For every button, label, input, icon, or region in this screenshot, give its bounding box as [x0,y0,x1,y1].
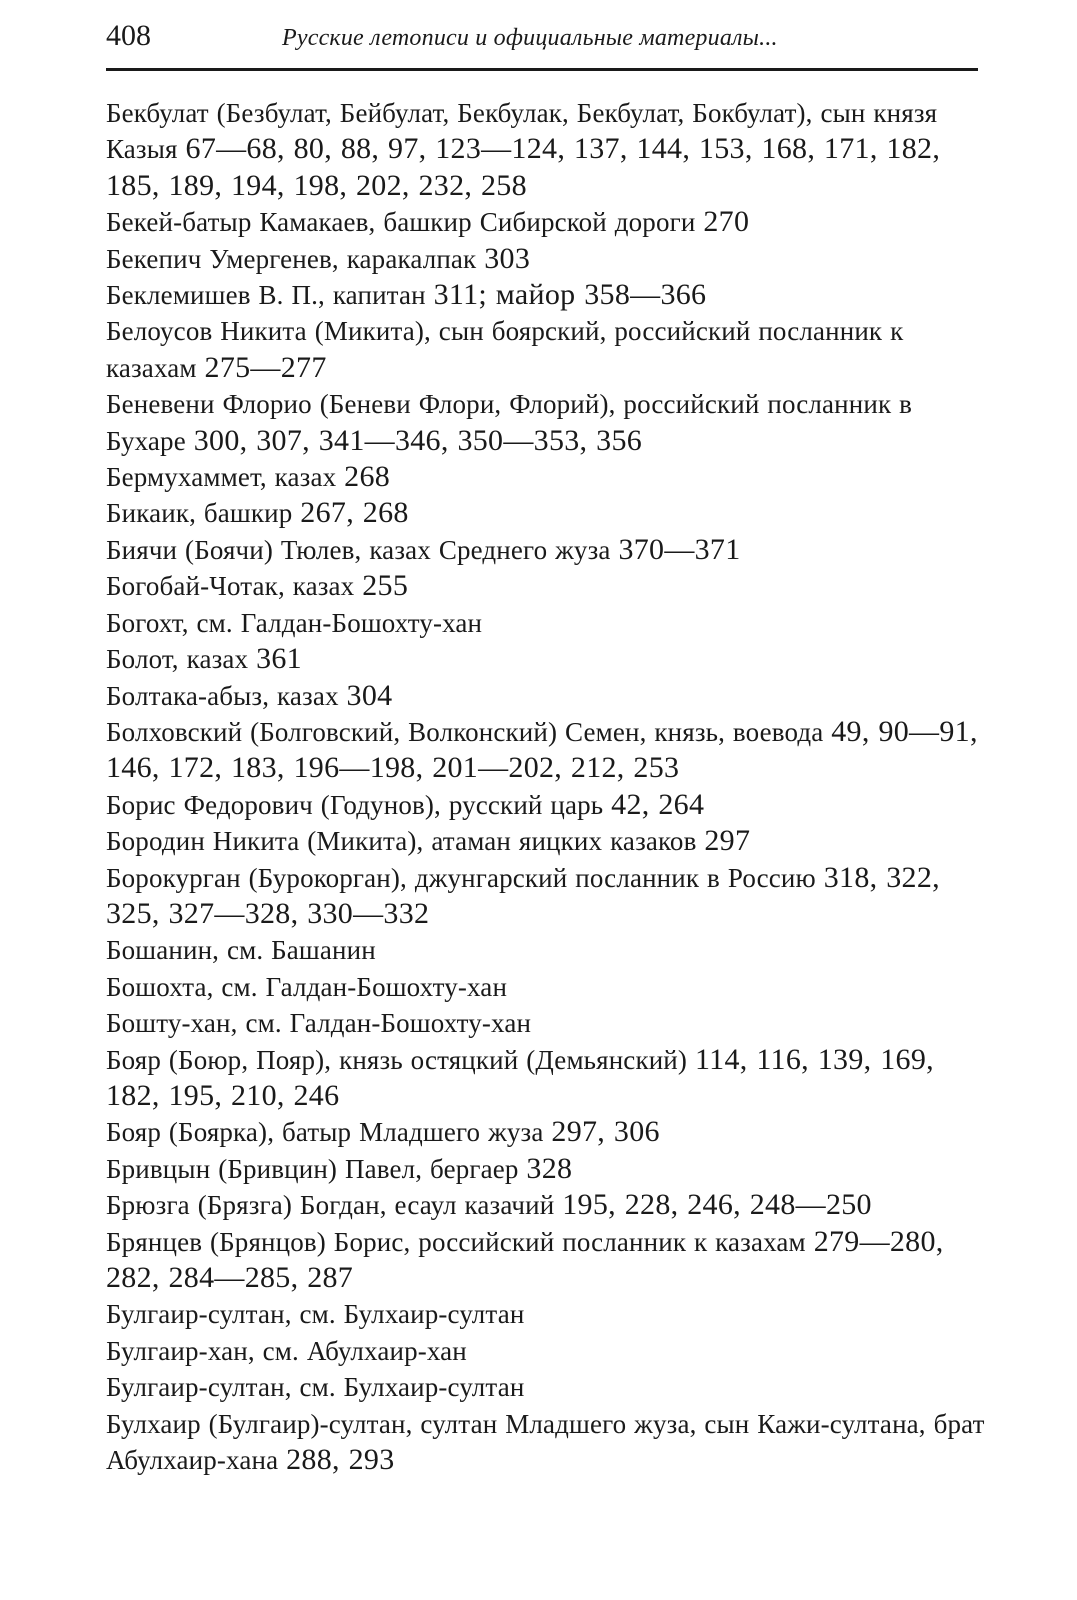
entry-name: Бекей-батыр Камакаев, башкир Сибирской дороги [106,207,704,238]
entry-pages: 270 [703,205,750,239]
entry-name: Бекепич Умергенев, каракалпак [106,243,485,274]
entry-name: Бояр (Боюр, Пояр), князь остяцкий (Демьянский) [106,1044,695,1075]
index-entry [106,532,986,568]
entry-name: Борис Федорович (Годунов), русский царь [106,789,612,820]
index-entry [106,386,986,459]
entry-name: Богобай-Чотак, казах [106,571,363,602]
entry-name: Бошохта, см. Галдан-Бошохту-хан [106,971,508,1002]
entry-pages: 275—277 [204,350,327,384]
index-entry [106,932,986,968]
index-entry [106,1151,986,1187]
entry-name: Бошту-хан, см. Галдан-Бошохту-хан [106,1008,532,1039]
index-entry [106,459,986,495]
entry-pages: 370—371 [618,532,741,566]
index-entries [106,95,986,1478]
entry-pages: 297, 306 [551,1115,660,1149]
entry-name: Беневени Флорио (Беневи Флори, Флорий), российский посланник в Бухаре [106,389,913,456]
page-number: 408 [106,19,151,52]
entry-name: Бермухаммет, казах [106,462,345,493]
index-entry [106,241,986,277]
header-rule [106,68,978,71]
entry-name: Булгаир-султан, см. Булхаир-султан [106,1299,525,1330]
index-entry [106,1296,986,1332]
entry-pages: 42, 264 [611,787,705,821]
entry-name: Булхаир (Булгаир)-султан, султан Младшего жуза, сын Кажи-султана, брат Абулхаир-хана [106,1408,985,1476]
index-entry [106,860,986,933]
entry-name: Булгаир-султан, см. Булхаир-султан [106,1372,525,1403]
entry-name: Бикаик, башкир [106,498,301,529]
entry-name: Брюзга (Брязга) Богдан, есаул казачий [106,1190,563,1221]
entry-pages: 255 [362,569,409,603]
index-entry [106,1114,986,1150]
entry-pages: 195, 228, 246, 248—250 [562,1188,872,1222]
entry-name: Борокурган (Бурокорган), джунгарский посланник в Россию [106,862,824,893]
entry-pages: 267, 268 [300,496,409,530]
entry-name: Бекбулат (Безбулат, Бейбулат, Бекбулак, Бекбулат, Бокбулат), сын князя Казыя [106,98,938,165]
entry-name: Белоусов Никита (Микита), сын боярский, российский посланник к казахам [106,316,904,383]
entry-pages: 328 [526,1151,573,1185]
index-entry [106,1333,986,1369]
entry-name: Беклемишев В. П., капитан [106,280,434,311]
entry-pages: 300, 307, 341—346, 350—353, 356 [193,423,643,457]
entry-pages: 318, 322, 325, 327—328, 330—332 [106,860,940,930]
entry-name: Бородин Никита (Микита), атаман яицких казаков [106,826,705,857]
entry-name: Булгаир-хан, см. Абулхаир-хан [106,1335,467,1366]
entry-pages: 49, 90—91, 146, 172, 183, 196—198, 201—202, 212, 253 [106,714,978,785]
entry-pages: 304 [346,678,393,712]
index-entry [106,605,986,641]
index-entry [106,678,986,714]
index-entry [106,313,986,386]
index-entry [106,714,986,787]
entry-pages: 297 [704,824,751,858]
entry-name: Болховский (Болговский, Волконский) Семен, князь, воевода [106,716,832,747]
index-entry [106,95,986,204]
entry-name: Биячи (Боячи) Тюлев, казах Среднего жуза [106,534,619,565]
running-title: Русские летописи и официальные материалы... [282,25,778,51]
entry-pages: 288, 293 [286,1443,395,1477]
index-entry [106,1406,986,1479]
index-entry [106,1005,986,1041]
entry-pages: 268 [344,460,391,494]
entry-pages: 279—280, 282, 284—285, 287 [106,1224,944,1294]
index-entry [106,1187,986,1223]
page-header [106,18,976,58]
index-entry [106,787,986,823]
entry-pages: 67—68, 80, 88, 97, 123—124, 137, 144, 153, 168, 171, 182, 185, 189, 194, 198, 202, 232, 258 [106,132,941,202]
index-entry [106,1042,986,1115]
index-entry [106,495,986,531]
index-entry [106,204,986,240]
index-entry [106,641,986,677]
entry-pages: 311; майор 358—366 [433,278,707,312]
entry-pages: 303 [484,241,531,275]
entry-pages: 114, 116, 139, 169, 182, 195, 210, 246 [106,1042,934,1112]
index-entry [106,1224,986,1297]
index-entry [106,1369,986,1405]
index-entry [106,823,986,859]
entry-name: Болот, казах [106,644,257,675]
entry-name: Брянцев (Брянцов) Борис, российский посланник к казахам [106,1226,814,1257]
entry-pages: 361 [256,642,302,676]
entry-name: Бривцын (Бривцин) Павел, бергаер [106,1153,527,1184]
index-entry [106,568,986,604]
entry-name: Болтака-абыз, казах [106,680,347,711]
entry-name: Богохт, см. Галдан-Бошохту-хан [106,607,483,638]
entry-name: Бояр (Боярка), батыр Младшего жуза [106,1117,552,1148]
index-entry [106,277,986,313]
entry-name: Бошанин, см. Башанин [106,935,376,966]
index-entry [106,969,986,1005]
